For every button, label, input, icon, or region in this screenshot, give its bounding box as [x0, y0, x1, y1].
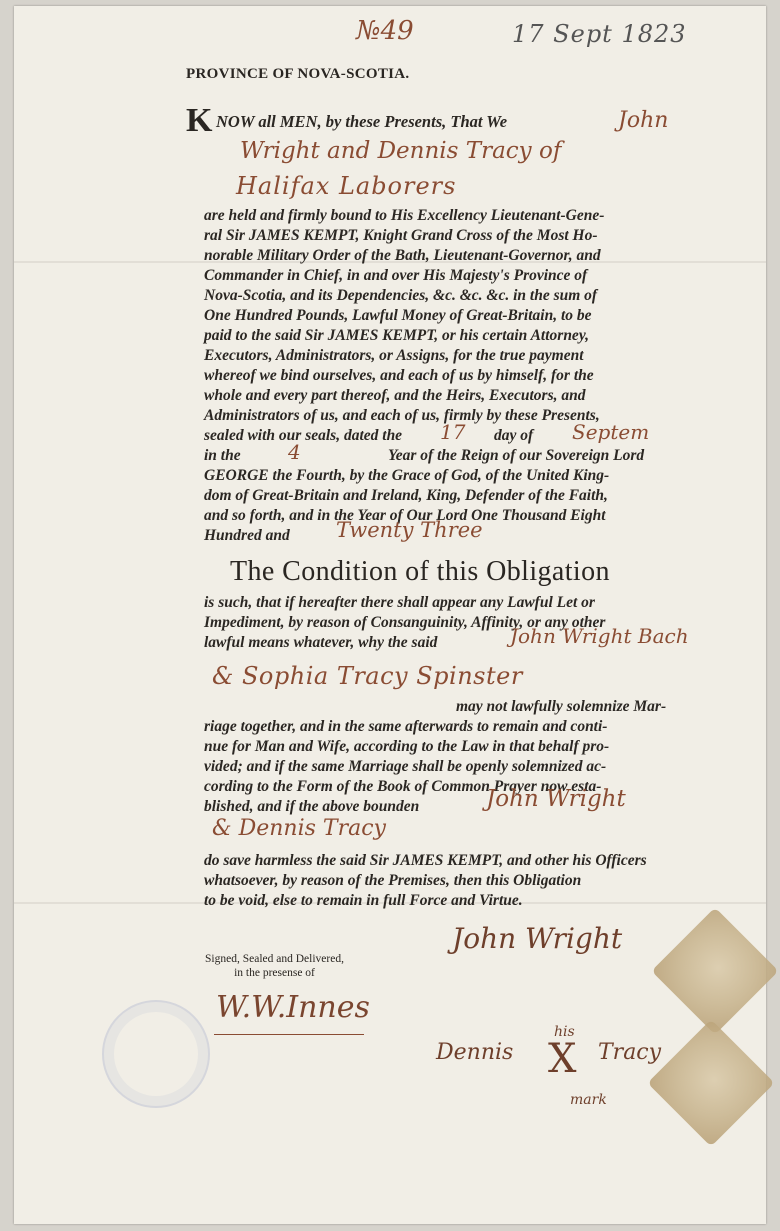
bond-line: Executors, Administrators, or Assigns, for the true payment	[204, 347, 584, 364]
mark-x: X	[548, 1036, 577, 1082]
condition-line: whatsoever, by reason of the Premises, then this Obligation	[204, 872, 582, 889]
mark-label: mark	[570, 1092, 607, 1108]
condition-line: Impediment, by reason of Consanguinity, Affinity, or any other	[204, 614, 606, 631]
day-of-text: day of	[494, 427, 534, 444]
bond-line: whereof we bind ourselves, and each of us by himself, for the	[204, 367, 594, 384]
witness-signature: W.W.Innes	[216, 990, 370, 1025]
bond-line: paid to the said Sir JAMES KEMPT, or his certain Attorney,	[204, 327, 589, 344]
reign-year-hand: 4	[288, 440, 301, 464]
bond-opening: NOW all MEN, by these Presents, That We	[216, 112, 508, 131]
john-wright-signature: John Wright	[452, 922, 623, 955]
may-text: may not lawfully solemnize Mar-	[456, 698, 667, 715]
condition-line: cording to the Form of the Book of Common Prayer now esta-	[204, 778, 602, 795]
bond-line: One Hundred Pounds, Lawful Money of Great-Britain, to be	[204, 307, 592, 324]
year-hand: Twenty Three	[336, 518, 483, 542]
bond-line: and so forth, and in the Year of Our Lord One Thousand Eight	[204, 507, 606, 524]
condition-line: nue for Man and Wife, according to the Law in that behalf pro-	[204, 738, 610, 755]
bond-line: norable Military Order of the Bath, Lieutenant-Governor, and	[204, 247, 601, 264]
bond-name-hand: John	[618, 108, 669, 133]
hundred-text: Hundred and	[204, 527, 290, 544]
signed-label-line-2: in the presense of	[234, 967, 315, 979]
sealed-text: sealed with our seals, dated the	[204, 427, 403, 444]
tracy-signature: Tracy	[598, 1040, 662, 1065]
date-note: 17 Sept 1823	[512, 20, 687, 48]
document-number: №49	[356, 16, 414, 46]
condition-line: do save harmless the said Sir JAMES KEMPT, and other his Officers	[204, 852, 647, 869]
bond-line: Commander in Chief, in and over His Majesty's Province of	[204, 267, 588, 284]
reign-text-a: in the	[204, 447, 241, 464]
said-text: lawful means whatever, why the said	[204, 634, 438, 651]
parties-hand: & Sophia Tracy Spinster	[212, 662, 523, 690]
bond-line: whole and every part thereof, and the Heirs, Executors, and	[204, 387, 586, 404]
condition-line: to be void, else to remain in full Force and Virtue.	[204, 892, 523, 909]
bond-names-hand: Wright and Dennis Tracy of	[240, 138, 562, 164]
bond-line: are held and firmly bound to His Excellency Lieutenant-Gene-	[204, 207, 605, 224]
condition-line: is such, that if hereafter there shall appear any Lawful Let or	[204, 594, 595, 611]
condition-heading: The Condition of this Obligation	[230, 556, 610, 587]
his-label: his	[554, 1024, 575, 1040]
condition-line: vided; and if the same Marriage shall be openly solemnized ac-	[204, 758, 607, 775]
bounden-hand: John Wright	[486, 786, 626, 812]
bond-line: GEORGE the Fourth, by the Grace of God, of the United King-	[204, 467, 610, 484]
month-hand: Septem	[572, 420, 650, 444]
witness-underline	[214, 1034, 364, 1035]
drop-cap: K	[186, 102, 213, 139]
reign-text-b: Year of the Reign of our Sovereign Lord	[388, 447, 645, 464]
bond-line: dom of Great-Britain and Ireland, King, Defender of the Faith,	[204, 487, 608, 504]
province-title: PROVINCE OF NOVA-SCOTIA.	[186, 66, 410, 82]
bounden-hand-2: & Dennis Tracy	[212, 816, 386, 841]
dennis-signature: Dennis	[436, 1040, 514, 1065]
groom-hand: John Wright Bach	[510, 624, 689, 648]
condition-line: riage together, and in the same afterwards to remain and conti-	[204, 718, 608, 735]
bond-line: Nova-Scotia, and its Dependencies, &c. &c. &c. in the sum of	[204, 287, 598, 304]
embossed-stamp	[102, 1000, 210, 1108]
day-hand: 17	[440, 420, 466, 444]
bond-place-hand: Halifax Laborers	[236, 172, 457, 200]
bond-line: Administrators of us, and each of us, firmly by these Presents,	[204, 407, 600, 424]
signed-label-line-1: Signed, Sealed and Delivered,	[205, 953, 344, 965]
bounden-text: blished, and if the above bounden	[204, 798, 420, 815]
signed-label	[192, 952, 357, 980]
bond-line: ral Sir JAMES KEMPT, Knight Grand Cross of the Most Ho-	[204, 227, 598, 244]
